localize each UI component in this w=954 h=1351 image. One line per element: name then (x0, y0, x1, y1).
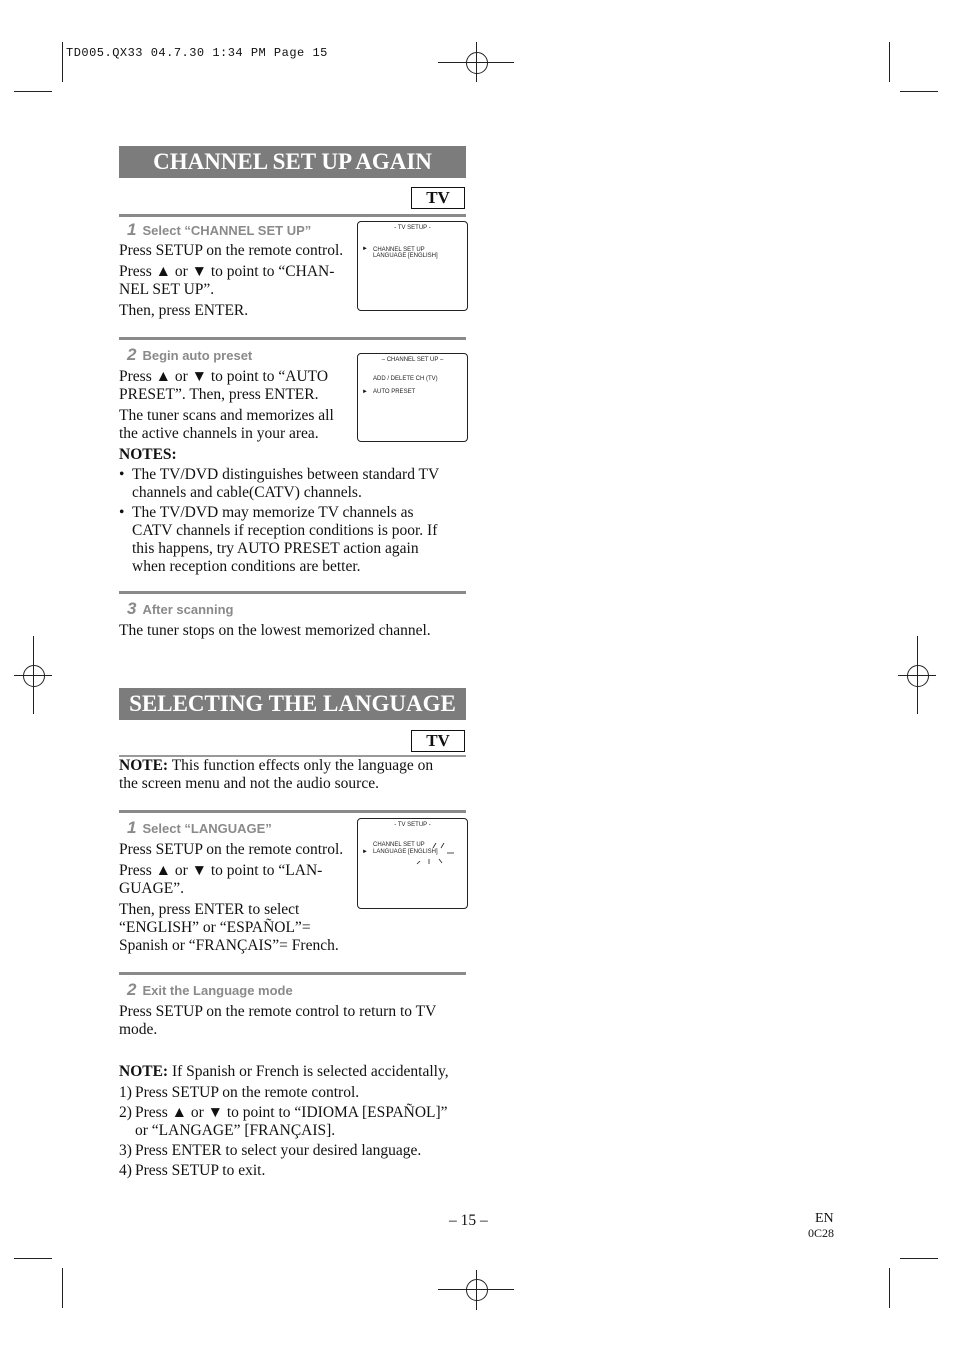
step-2-body: Press ▲ or ▼ to point to “AUTO PRESET”. Then, press ENTER. The tuner scans and memorizes all the active channels in your area. (119, 368, 334, 442)
tv-setup-screen: - TV SETUP - ► CHANNEL SET UP LANGUAGE [ENGLISH] (357, 221, 468, 311)
step-1-heading: 1 Select “CHANNEL SET UP” (127, 220, 312, 239)
page-number: – 15 – (449, 1212, 488, 1229)
cursor-arrow-icon: ► (362, 849, 368, 855)
divider (119, 337, 466, 340)
header-slug: TD005.QX33 04.7.30 1:34 PM Page 15 (66, 46, 328, 60)
step-1-body: Press SETUP on the remote control. Press ▲ or ▼ to point to “CHAN- NEL SET UP”. Then, press ENTER. (119, 242, 344, 319)
step-3-body: The tuner stops on the lowest memorized channel. (119, 622, 431, 639)
tv-setup-language-screen: - TV SETUP - CHANNEL SET UP ► LANGUAGE [ENGLISH] (357, 818, 468, 909)
channel-setup-screen: – CHANNEL SET UP – ADD / DELETE CH (TV) ► AUTO PRESET (357, 353, 468, 442)
step-1-heading: 1 Select “LANGUAGE” (127, 818, 272, 837)
list-item: 1) Press SETUP on the remote control. (119, 1084, 360, 1101)
section-title-channel-setup: CHANNEL SET UP AGAIN (119, 146, 466, 178)
step-2-body: Press SETUP on the remote control to return to TV mode. (119, 1003, 437, 1038)
step-3-heading: 3 After scanning (127, 599, 234, 618)
tv-mode-badge: TV (411, 187, 465, 209)
highlight-flash-icon (414, 841, 458, 865)
list-item: 3) Press ENTER to select your desired language. (119, 1142, 422, 1159)
step-1-body: Press SETUP on the remote control. Press ▲ or ▼ to point to “LAN- GUAGE”. Then, press ENTER to select “ENGLISH” or “ESPAÑOL”= Spanish or “FRANÇAIS”= French. (119, 841, 344, 954)
divider (119, 810, 466, 813)
accidental-note: NOTE: If Spanish or French is selected accidentally, (119, 1063, 449, 1080)
notes-list (119, 466, 464, 576)
step-2-heading: 2 Exit the Language mode (127, 980, 293, 999)
list-item: 2) Press ▲ or ▼ to point to “IDIOMA [ESPAÑOL]” or “LANGAGE” [FRANÇAIS]. (119, 1104, 448, 1139)
tv-mode-badge: TV (411, 730, 465, 752)
section-title-language: SELECTING THE LANGUAGE (119, 688, 466, 720)
cursor-arrow-icon: ► (362, 246, 368, 252)
language-note: NOTE: This function effects only the language on the screen menu and not the audio source. (119, 757, 434, 792)
step-2-heading: 2 Begin auto preset (127, 345, 253, 364)
document-code: 0C28 (808, 1226, 835, 1240)
language-code: EN (815, 1211, 834, 1226)
list-item: 4) Press SETUP to exit. (119, 1162, 266, 1179)
list-item: • The TV/DVD may memorize TV channels as CATV channels if reception conditions is poor. If this happens, try AUTO PRESET action again when reception conditions are better. (119, 504, 438, 575)
notes-label: NOTES: (119, 446, 177, 463)
cursor-arrow-icon: ► (362, 389, 368, 395)
divider (119, 591, 466, 594)
recovery-list (119, 1084, 448, 1180)
list-item: • The TV/DVD distinguishes between standard TV channels and cable(CATV) channels. (119, 466, 440, 501)
divider (119, 972, 466, 975)
divider (119, 214, 466, 217)
